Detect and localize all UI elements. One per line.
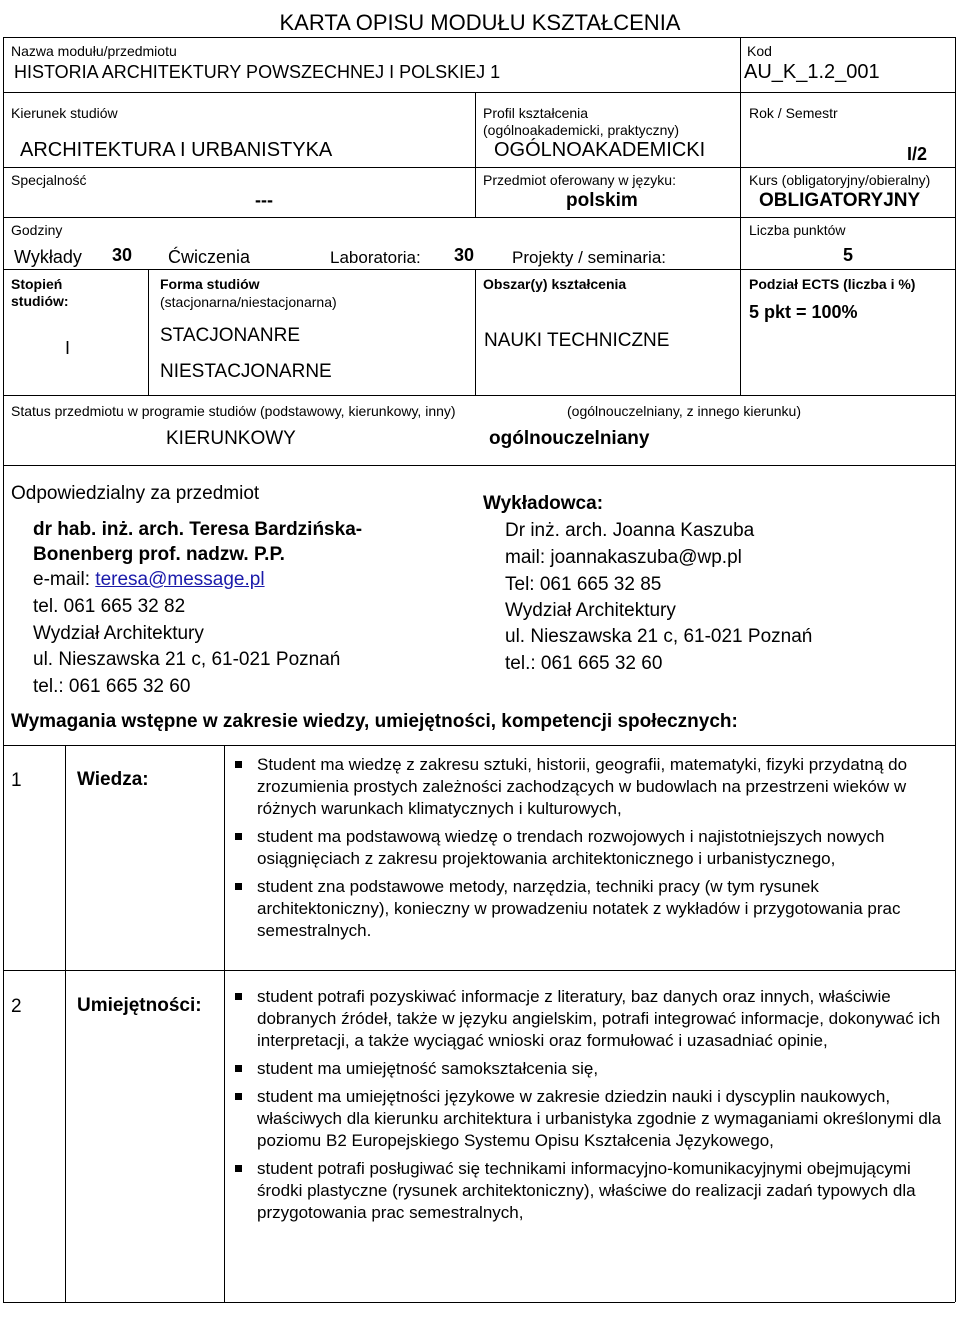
- profile-label: Profil kształcenia: [483, 105, 589, 121]
- profile: OGÓLNOAKADEMICKI: [494, 139, 706, 161]
- rule-between-reqs: [3, 970, 955, 971]
- study-level: I: [65, 338, 71, 358]
- req-2-list: [235, 986, 950, 1230]
- list-item: [235, 876, 950, 942]
- top-rule: [3, 37, 955, 38]
- req-1-item-2: student ma podstawową wiedzę o trendach rozwojowych i najistotniejszych nowych osiągnięciach z zakresu projektowania architektonicznego i urbanistycznego,: [257, 827, 885, 868]
- req-2-item-4: student potrafi posługiwać się technikami informacyjno-komunikacyjnymi obejmującymi środki plastyczne (rysunek architektoniczny), właściwe do realizacji zadań typowych dla przygotowania prac semestralnych,: [257, 1159, 916, 1222]
- rule-under-name: [3, 92, 955, 93]
- list-item: [235, 986, 950, 1052]
- bullet-icon: [235, 1065, 242, 1072]
- points: 5: [843, 245, 854, 265]
- responsible-faculty: Wydział Architektury: [33, 623, 204, 644]
- req-1-label: Wiedza:: [77, 769, 149, 790]
- code-label: Kod: [747, 43, 772, 59]
- req-1-list: [235, 754, 950, 948]
- exercises-label: Ćwiczenia: [168, 247, 251, 267]
- divider-code: [740, 37, 741, 395]
- requirements-heading: Wymagania wstępne w zakresie wiedzy, umiejętności, kompetencji społecznych:: [11, 711, 738, 732]
- outer-right: [955, 37, 956, 1302]
- req-2-item-2: student ma umiejętność samokształcenia się,: [257, 1059, 599, 1078]
- req-1-item-1: Student ma wiedzę z zakresu sztuki, historii, geografii, matematyki, fizyki przydatną do zrozumienia prostych zależności zachodzących w budowlach na przestrzeni wieków w różnych warunkach klimatycznych i kulturowych,: [257, 755, 908, 818]
- rule-under-study: [3, 395, 955, 396]
- specialty: ---: [255, 190, 273, 210]
- list-item: [235, 826, 950, 870]
- divider-req-num: [65, 745, 66, 1302]
- bullet-icon: [235, 761, 242, 768]
- list-item: [235, 1086, 950, 1152]
- status-value: KIERUNKOWY: [166, 428, 296, 449]
- lecturer-tel: Tel: 061 665 32 85: [505, 574, 662, 595]
- status-label: Status przedmiotu w programie studiów (podstawowy, kierunkowy, inny): [11, 403, 456, 419]
- course-label: Kurs (obligatoryjny/obieralny): [749, 172, 931, 188]
- rule-under-direction: [3, 167, 955, 168]
- specialty-label: Specjalność: [11, 172, 87, 188]
- lecturer-name: Dr inż. arch. Joanna Kaszuba: [505, 520, 755, 541]
- ects-label: Podział ECTS (liczba i %): [749, 276, 916, 292]
- responsible-email-prefix: e-mail:: [33, 569, 96, 590]
- page-title: KARTA OPISU MODUŁU KSZTAŁCENIA: [279, 10, 681, 35]
- projects-label: Projekty / seminaria:: [512, 248, 666, 267]
- bullet-icon: [235, 883, 242, 890]
- lecturer-email: mail: joannakaszuba@wp.pl: [505, 547, 742, 568]
- lecturer-faculty: Wydział Architektury: [505, 600, 676, 621]
- hours-label: Godziny: [11, 222, 63, 238]
- lecturer-heading: Wykładowca:: [483, 493, 604, 514]
- rule-under-hours: [3, 269, 955, 270]
- direction-label: Kierunek studiów: [11, 105, 118, 121]
- rule-under-specialty: [3, 217, 955, 218]
- module-name: HISTORIA ARCHITEKTURY POWSZECHNEJ I POLSKIEJ 1: [14, 62, 501, 82]
- module-code: AU_K_1.2_001: [744, 61, 880, 83]
- responsible-name-1: dr hab. inż. arch. Teresa Bardzińska-: [33, 519, 363, 540]
- bullet-icon: [235, 1165, 242, 1172]
- list-item: [235, 1158, 950, 1224]
- lecturer-tel-2: tel.: 061 665 32 60: [505, 653, 663, 674]
- bullet-icon: [235, 993, 242, 1000]
- area-label: Obszar(y) kształcenia: [483, 276, 627, 292]
- profile-sub: (ogólnoakademicki, praktyczny): [483, 122, 680, 138]
- bullet-icon: [235, 833, 242, 840]
- form-full-time: STACJONANRE: [160, 325, 301, 346]
- req-1-number: 1: [11, 770, 22, 791]
- lab-hours: 30: [454, 245, 475, 265]
- bullet-icon: [235, 1093, 242, 1100]
- divider-profile: [475, 92, 476, 217]
- language-label: Przedmiot oferowany w języku:: [483, 172, 676, 188]
- status-value-2: ogólnouczelniany: [489, 428, 650, 449]
- rule-above-reqs: [3, 745, 955, 746]
- module-name-label: Nazwa modułu/przedmiotu: [11, 43, 177, 59]
- points-label: Liczba punktów: [749, 222, 846, 238]
- ects: 5 pkt = 100%: [749, 302, 858, 322]
- form-part-time: NIESTACJONARNE: [160, 361, 332, 382]
- level-label-2: studiów:: [11, 293, 69, 309]
- divider-req-label: [224, 745, 225, 1302]
- req-2-item-1: student potrafi pozyskiwać informacje z literatury, baz danych oraz innych, właściwie dobranych źródeł, także w języku angielskim, potrafi integrować informacje, dokonywać ich interpretacji, a także wyciągać wnioski oraz formułować i uzasadniać opinie,: [257, 987, 941, 1050]
- lectures-hours: 30: [112, 245, 133, 265]
- req-1-item-3: student zna podstawowe metody, narzędzia, techniki pracy (w tym rysunek architektoniczny), konieczny w prowadzeniu notatek z wykładów i przygotowania prac semestralnych.: [257, 877, 901, 940]
- responsible-tel: tel. 061 665 32 82: [33, 596, 186, 617]
- lab-label: Laboratoria:: [330, 248, 421, 267]
- language: polskim: [566, 190, 638, 211]
- responsible-email-link[interactable]: teresa@message.pl: [95, 569, 265, 590]
- lectures-label: Wykłady: [14, 247, 82, 267]
- responsible-email-line: [33, 569, 265, 591]
- bottom-rule: [3, 1302, 955, 1303]
- req-2-label: Umiejętności:: [77, 995, 202, 1016]
- rule-under-status: [3, 465, 955, 466]
- divider-area: [475, 269, 476, 395]
- year-semester: I/2: [907, 144, 928, 164]
- list-item: [235, 1058, 950, 1080]
- req-2-number: 2: [11, 996, 22, 1017]
- list-item: [235, 754, 950, 820]
- req-2-item-3: student ma umiejętności językowe w zakresie dziedzin nauki i dyscyplin naukowych, właściwych dla kierunku architektura i urbanistyka zgodnie z wymaganiami określonymi dla poziomu B2 Europejskiego Systemu Opisu Kształcenia Językowego,: [257, 1087, 942, 1150]
- area: NAUKI TECHNICZNE: [484, 330, 670, 351]
- divider-level: [148, 269, 149, 395]
- responsible-tel-2: tel.: 061 665 32 60: [33, 676, 191, 697]
- course: OBLIGATORYJNY: [759, 190, 921, 211]
- responsible-address: ul. Nieszawska 21 c, 61-021 Poznań: [33, 649, 341, 670]
- lecturer-address: ul. Nieszawska 21 c, 61-021 Poznań: [505, 626, 813, 647]
- year-label: Rok / Semestr: [749, 105, 838, 121]
- direction: ARCHITEKTURA I URBANISTYKA: [20, 139, 333, 161]
- level-label-1: Stopień: [11, 276, 63, 292]
- form-sub: (stacjonarna/niestacjonarna): [160, 294, 337, 310]
- status-label-2: (ogólnouczelniany, z innego kierunku): [567, 403, 801, 419]
- responsible-name-2: Bonenberg prof. nadzw. P.P.: [33, 544, 285, 565]
- form-label: Forma studiów: [160, 276, 260, 292]
- responsible-heading: Odpowiedzialny za przedmiot: [11, 483, 260, 504]
- outer-left: [3, 37, 4, 1302]
